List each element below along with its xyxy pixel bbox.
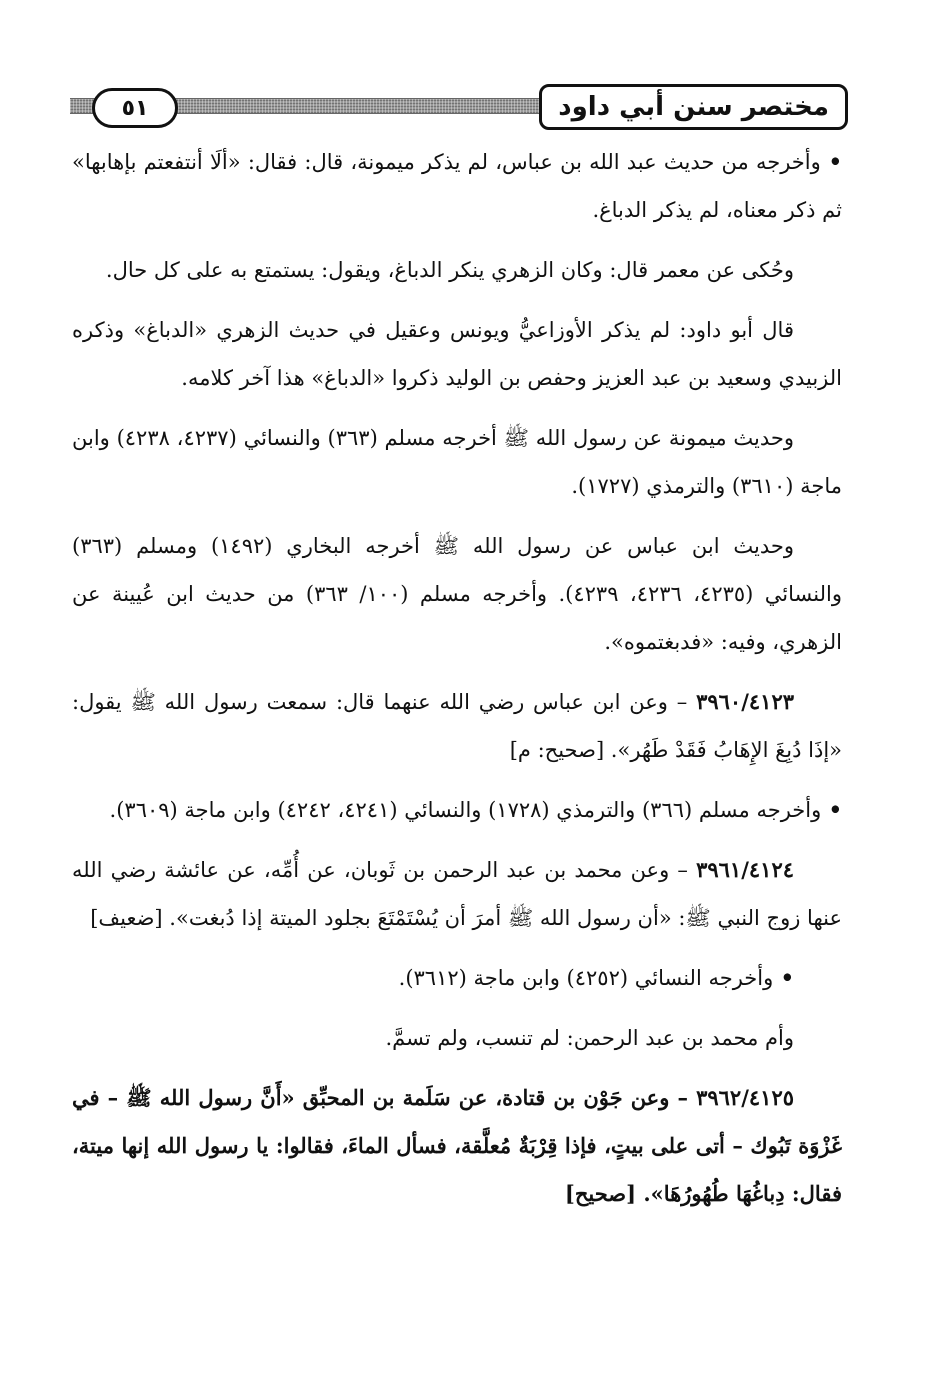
book-title: مختصر سنن أبي داود <box>539 84 848 130</box>
paragraph-mamar: وحُكى عن معمر قال: وكان الزهري ينكر الدباغ، ويقول: يستمتع به على كل حال. <box>105 258 794 282</box>
paragraph-takhrij-4123: • وأخرجه مسلم (٣٦٦) والترمذي (١٧٢٨) والنسائي (٤٢٤١، ٤٢٤٢) وابن ماجة (٣٦٠٩). <box>72 786 842 834</box>
hadith-number: ٣٩٦٢/٤١٢٥ <box>696 1085 794 1110</box>
paragraph-abu-dawud: قال أبو داود: لم يذكر الأوزاعيُّ ويونس وعقيل في حديث الزهري «الدباغ» وذكره الزبيدي وسعيد بن عبد العزيز وحفص بن الوليد ذكروا «الدباغ» هذا آخر كلامه. <box>72 318 842 390</box>
hadith-text: – وعن جَوْن بن قتادة، عن سَلَمة بن المحبِّق «أَنَّ رسول الله ﷺ – في غَزْوَة تَبُوك – أتى على بيتٍ، فإذا قِرْبَةٌ مُعلَّقة، فسأل الماءَ، فقالوا: يا رسول الله إنها ميتة، فقال: دِباغُهَا طُهُورُهَا». [صحيح] <box>72 1085 842 1206</box>
hadith-entry-4123 <box>72 678 842 774</box>
hadith-number: ٣٩٦١/٤١٢٤ <box>696 857 794 882</box>
hadith-entry-4125 <box>72 1074 842 1218</box>
paragraph-maymuna-hadith: وحديث ميمونة عن رسول الله ﷺ أخرجه مسلم (٣٦٣) والنسائي (٤٢٣٧، ٤٢٣٨) وابن ماجة (٣٦١٠) والترمذي (١٧٢٧). <box>72 426 842 498</box>
hadith-text: – وعن ابن عباس رضي الله عنهما قال: سمعت رسول الله ﷺ يقول: «إذَا دُبِغَ الإِهَابُ فَقَدْ طَهُر». [صحيح: م] <box>72 690 842 762</box>
page-number: ٥١ <box>92 88 178 128</box>
paragraph-takhrij-ibn-abbas: • وأخرجه من حديث عبد الله بن عباس، لم يذكر ميمونة، قال: فقال: «ألَا أنتفعتم بإهابها» ثم ذكر معناه، لم يذكر الدباغ. <box>72 138 842 234</box>
page-body <box>72 138 842 1230</box>
hadith-entry-4124 <box>72 846 842 942</box>
hadith-text: – وعن محمد بن عبد الرحمن بن ثَوبان، عن أُمِّه، عن عائشة رضي الله عنها زوج النبي ﷺ: «أن رسول الله ﷺ أمرَ أن يُسْتَمْتَعَ بجلود الميتة إذا دُبغت». [ضعيف] <box>72 858 842 930</box>
running-header <box>70 80 848 136</box>
paragraph-takhrij-4124: • وأخرجه النسائي (٤٢٥٢) وابن ماجة (٣٦١٢). <box>72 954 842 1002</box>
hadith-number: ٣٩٦٠/٤١٢٣ <box>696 689 794 714</box>
paragraph-ibn-abbas-hadith: وحديث ابن عباس عن رسول الله ﷺ أخرجه البخاري (١٤٩٢) ومسلم (٣٦٣) والنسائي (٤٢٣٥، ٤٢٣٦، ٤٢٣٩). وأخرجه مسلم (١٠٠/ ٣٦٣) من حديث ابن عُيينة عن الزهري، وفيه: «فدبغتموه». <box>72 534 842 654</box>
paragraph-umm-muhammad: وأم محمد بن عبد الرحمن: لم تنسب، ولم تسمَّ. <box>385 1026 794 1050</box>
